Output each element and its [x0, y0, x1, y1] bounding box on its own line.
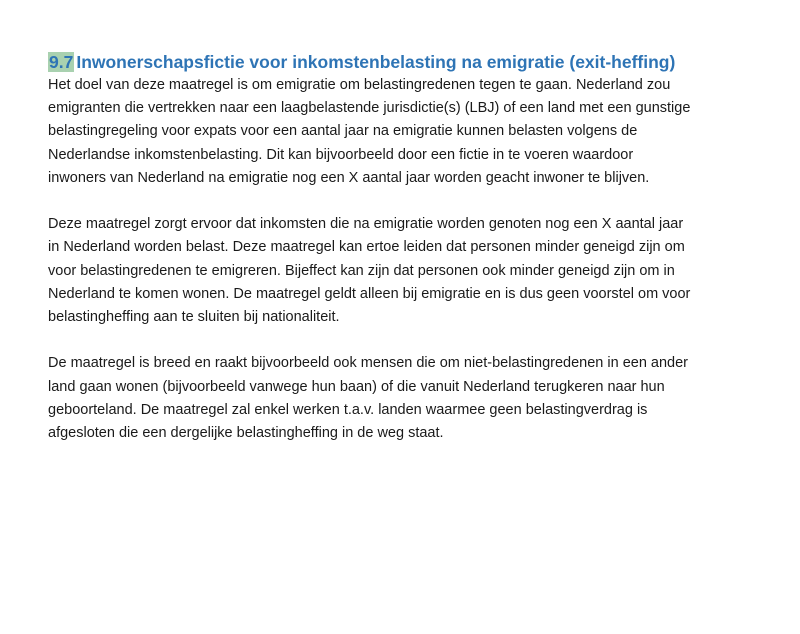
paragraph-line: in Nederland worden belast. Deze maatregel kan ertoe leiden dat personen minder geneigd zijn om — [48, 239, 685, 256]
paragraph-line: voor belastingredenen te emigreren. Bijeffect kan zijn dat personen ook minder geneigd zijn om in — [48, 262, 675, 279]
paragraph-line: belastingheffing aan te sluiten bij nationaliteit. — [48, 309, 340, 326]
section-number: 9.7 — [49, 52, 74, 72]
document-content — [48, 50, 748, 445]
paragraph-line: inwoners van Nederland na emigratie nog een X aantal jaar worden geacht inwoner te blijven. — [48, 169, 650, 186]
paragraph-spacer — [48, 190, 748, 213]
section-title: Inwonerschapsfictie voor inkomstenbelasting na emigratie (exit-heffing) — [76, 52, 676, 72]
paragraph-spacer — [48, 329, 748, 352]
paragraph-2 — [48, 213, 748, 329]
section-heading — [48, 50, 748, 74]
paragraph-line: Deze maatregel zorgt ervoor dat inkomsten die na emigratie worden genoten nog een X aantal jaar — [48, 216, 684, 233]
paragraph-line: Nederlandse inkomstenbelasting. Dit kan bijvoorbeeld door een fictie in te voeren waardoor — [48, 146, 634, 163]
paragraph-line: land gaan wonen (bijvoorbeeld vanwege hun baan) of die vanuit Nederland terugkeren naar hun — [48, 378, 665, 395]
paragraph-line: geboorteland. De maatregel zal enkel werken t.a.v. landen waarmee geen belastingverdrag is — [48, 401, 648, 418]
paragraph-line: De maatregel is breed en raakt bijvoorbeeld ook mensen die om niet-belastingredenen in een ander — [48, 355, 689, 372]
paragraph-line: belastingregeling voor expats voor een aantal jaar na emigratie kunnen belasten volgens de — [48, 123, 638, 140]
paragraph-line: Het doel van deze maatregel is om emigratie om belastingredenen tegen te gaan. Nederland zou — [48, 77, 671, 93]
paragraph-1 — [48, 74, 748, 190]
paragraph-line: Nederland te komen wonen. De maatregel geldt alleen bij emigratie en is dus geen voorstel om voor — [48, 285, 691, 302]
paragraph-line: emigranten die vertrekken naar een laagbelastende jurisdictie(s) (LBJ) of een land met een gunstige — [48, 100, 691, 117]
paragraph-3 — [48, 352, 748, 445]
paragraph-line: afgesloten die een dergelijke belastingheffing in de weg staat. — [48, 425, 444, 442]
